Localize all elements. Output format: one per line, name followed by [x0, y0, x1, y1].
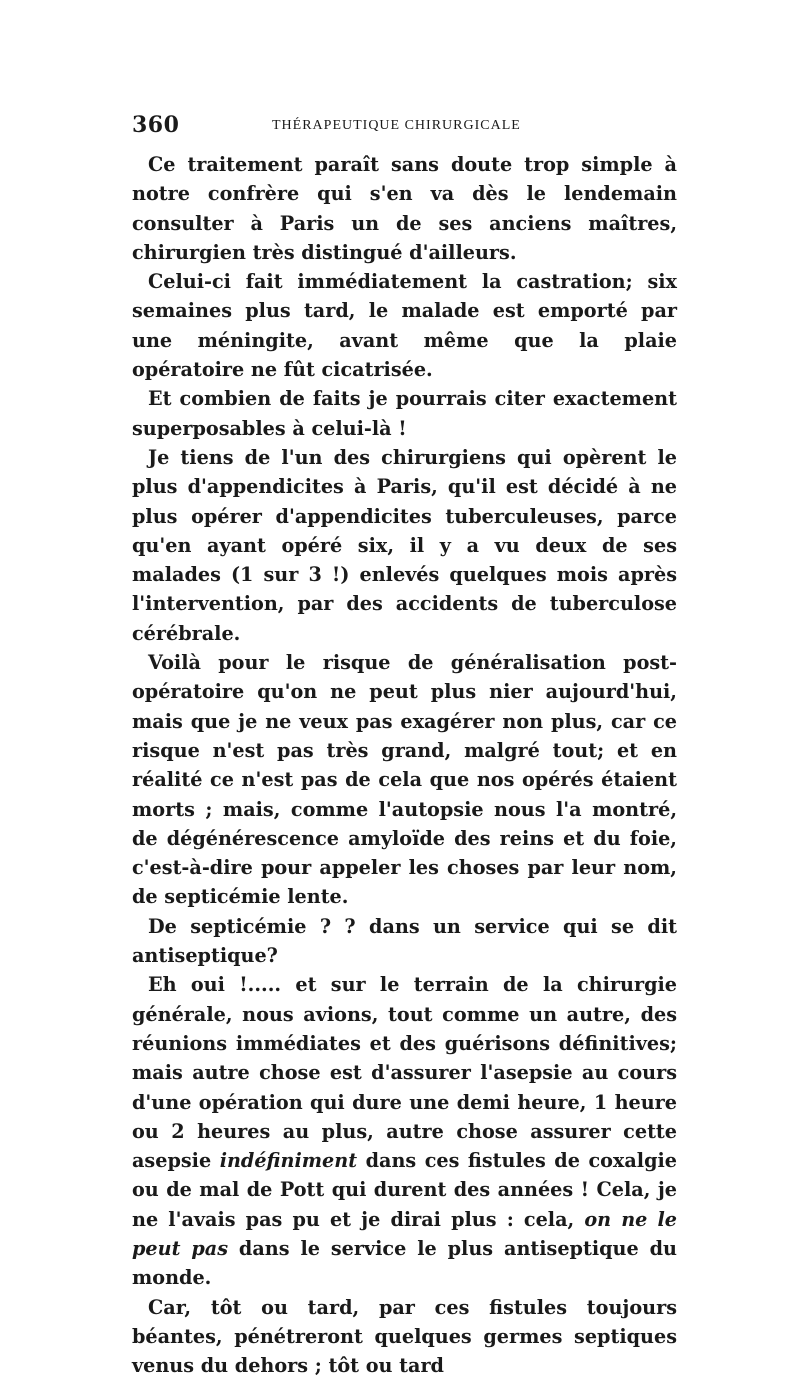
paragraph: Celui-ci fait immédiatement la castration; six semaines plus tard, le malade est emporté par une méningite, avant même que la plaie opératoire ne fût cicatrisée. — [132, 270, 677, 382]
paragraph: Je tiens de l'un des chirurgiens qui opèrent le plus d'appendicites à Paris, qu'il est décidé à ne plus opérer d'appendicites tuberculeuses, parce qu'en ayant opéré six, il y a vu deux de ses malades (1 sur 3 !) enlevés quelques mois après l'intervention, par des accidents de tuberculose cérébrale. — [132, 445, 677, 645]
body-text — [132, 150, 677, 1380]
paragraph: Et combien de faits je pourrais citer exactement superposables à celui-là ! — [132, 387, 677, 440]
italic-text: indéfiniment — [219, 1149, 358, 1173]
text-run: dans le service le plus antiseptique du monde. — [132, 1236, 677, 1290]
paragraph: De septicémie ? ? dans un service qui se dit antiseptique? — [132, 914, 677, 968]
italic-text: on ne le peut pas — [132, 1207, 677, 1260]
page-number: 360 — [132, 112, 180, 138]
paragraph — [132, 970, 677, 1292]
text-run: dans ces fistules de coxalgie ou de mal de Pott qui durent des années ! Cela, je ne l'avais pas pu et je dirai plus : cela, — [132, 1149, 677, 1231]
running-title: THÉRAPEUTIQUE CHIRURGICALE — [272, 118, 521, 133]
text-run: Eh oui !..... et sur le terrain de la chirurgie générale, nous avions, tout comme un autre, des réunions immédiates et des guérisons définitives; mais autre chose est d'assurer l'asepsie au cours d'une opération qui dure une demi heure, 1 heure ou 2 heures au plus, autre chose assurer cette asepsie — [132, 973, 677, 1173]
page-header — [132, 112, 677, 142]
paragraph: Car, tôt ou tard, par ces fistules toujours béantes, pénétreront quelques germes septiques venus du dehors ; tôt ou tard — [132, 1295, 677, 1378]
paragraph: Ce traitement paraît sans doute trop simple à notre confrère qui s'en va dès le lendemain consulter à Paris un de ses anciens maîtres, chirurgien très distingué d'ailleurs. — [132, 153, 677, 264]
paragraph: Voilà pour le risque de généralisation post-opératoire qu'on ne peut plus nier aujourd'hui, mais que je ne veux pas exagérer non plus, car ce risque n'est pas très grand, malgré tout; et en réalité ce n'est pas de cela que nos opérés étaient morts ; mais, comme l'autopsie nous l'a montré, de dégénérescence amyloïde des reins et du foie, c'est-à-dire pour appeler les choses par leur nom, de septicémie lente. — [132, 651, 677, 909]
